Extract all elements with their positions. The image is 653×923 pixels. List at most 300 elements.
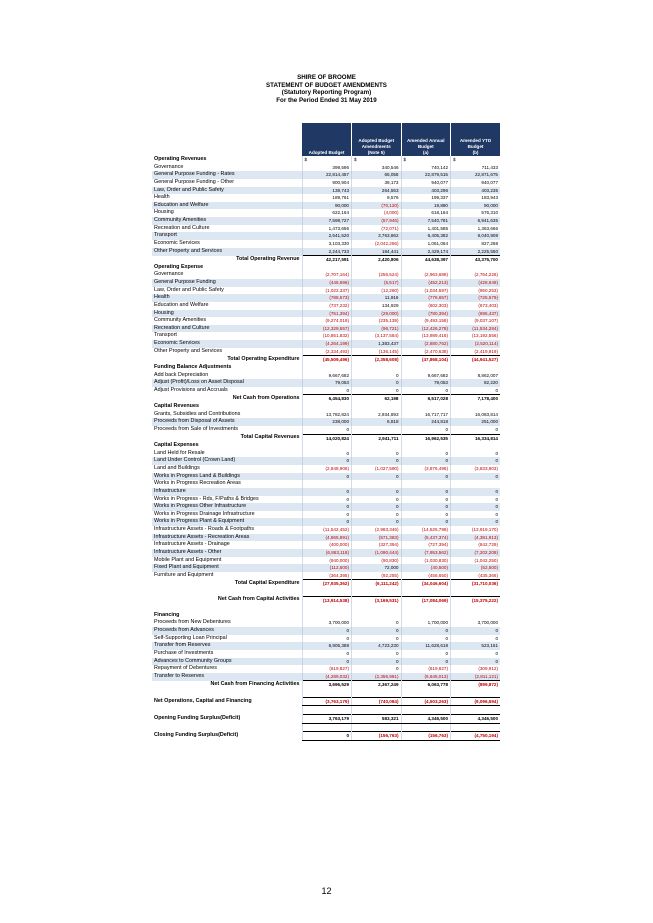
value-cell: 11,916 (352, 294, 402, 302)
table-row (152, 225, 500, 233)
value-cell: 1,401,585 (401, 225, 451, 233)
table-row (152, 650, 500, 658)
row-label: Works in Progress Recreation Areas (154, 480, 241, 487)
row-label: Furniture and Equipment (154, 572, 214, 578)
row-label: Health (154, 194, 170, 201)
value-cell: 9,576 (352, 194, 402, 202)
value-cell: (446,696) (302, 279, 352, 287)
value-cell: 0 (352, 503, 402, 511)
value-cell: 0 (401, 518, 451, 526)
value-cell: (1,042,250) (451, 557, 501, 565)
value-cell (401, 588, 451, 596)
value-cell (302, 442, 352, 450)
value-cell: (2,963,688) (401, 271, 451, 279)
table-row (152, 549, 500, 557)
value-cell: 3,696,529 (302, 681, 352, 689)
org-name: SHIRE OF BROOME (297, 74, 356, 81)
value-cell: 79,053 (401, 379, 451, 387)
value-cell: (13,914,538) (302, 596, 352, 604)
value-cell: 16,962,535 (401, 434, 451, 442)
value-cell: 583,321 (352, 714, 402, 723)
value-cell: 0 (352, 379, 402, 387)
value-cell: (4,289,032) (302, 673, 352, 681)
table-header-row (152, 123, 500, 156)
value-cell: 0 (302, 732, 352, 741)
table-row (152, 379, 500, 387)
value-cell: (4,865,991) (302, 534, 352, 542)
value-cell: 0 (401, 635, 451, 643)
row-label: Works in Progress - Rds, F/Paths & Bridges (154, 495, 259, 502)
value-cell: (235,139) (352, 317, 402, 325)
value-cell: (2,880,762) (401, 340, 451, 348)
value-cell: 3,700,000 (451, 619, 501, 627)
value-cell (451, 480, 501, 488)
row-label: Transport (152, 232, 302, 240)
row-label: Grants, Subsidies and Contributions (154, 410, 241, 417)
value-cell: 0 (352, 496, 402, 504)
value-cell (302, 480, 352, 488)
row-label: Capital Revenues (154, 403, 199, 409)
value-cell: 0 (302, 473, 352, 481)
row-label: Works in Progress Other Infrastructure (152, 503, 302, 511)
value-cell: 0 (451, 496, 501, 504)
value-cell: (27,935,362) (302, 580, 352, 588)
table-row (152, 232, 500, 240)
total-row (152, 356, 500, 364)
value-cell: 244,818 (401, 418, 451, 426)
spacer-row (152, 689, 500, 697)
row-label: Community Amenities (154, 317, 207, 324)
value-cell: $ (302, 156, 352, 164)
value-cell: (940,000) (302, 557, 352, 565)
row-label: Housing (154, 209, 174, 216)
value-cell: (7,202,208) (451, 549, 501, 557)
value-cell: (45,509,496) (302, 356, 352, 364)
value-cell: (842,729) (451, 541, 501, 549)
table-row (152, 372, 500, 380)
value-cell: (776,657) (401, 294, 451, 302)
value-cell: (52,500) (451, 564, 501, 572)
value-cell: 4,723,230 (352, 642, 402, 650)
table-row (152, 480, 500, 488)
table-row (152, 572, 500, 580)
value-cell: 0 (352, 650, 402, 658)
value-cell: (156,763) (352, 732, 402, 741)
value-cell: 0 (302, 457, 352, 465)
value-cell: 0 (401, 488, 451, 496)
value-cell: 0 (302, 635, 352, 643)
value-cell: (11,534,284) (451, 325, 501, 333)
value-cell: 340,546 (352, 164, 402, 172)
value-cell (401, 264, 451, 272)
row-label: Repayment of Debentures (154, 665, 217, 672)
table-row (152, 473, 500, 481)
row-label: Proceeds from New Debentures (154, 619, 231, 626)
value-cell: 618,164 (401, 209, 451, 217)
value-cell: (72,071) (352, 225, 402, 233)
value-cell: (40,500) (401, 564, 451, 572)
value-cell (451, 604, 501, 612)
value-cell (451, 706, 501, 715)
total-row (152, 596, 500, 604)
table-row (152, 518, 500, 526)
value-cell: (725,579) (451, 294, 501, 302)
table-row (152, 209, 500, 217)
row-label (152, 588, 302, 596)
table-row (152, 411, 500, 419)
value-cell: (740,084) (352, 697, 402, 706)
row-label: Recreation and Culture (152, 325, 302, 333)
value-cell: 65,058 (352, 171, 402, 179)
value-cell (401, 403, 451, 411)
value-cell: (727,394) (401, 541, 451, 549)
value-cell: 0 (401, 503, 451, 511)
value-cell: 16,083,814 (451, 411, 501, 419)
table-row (152, 534, 500, 542)
row-label: Net Operations, Capital and Financing (154, 697, 252, 704)
total-row (152, 732, 500, 741)
value-cell: (2,355,981) (352, 673, 402, 681)
value-cell: 43,375,700 (451, 256, 501, 264)
value-cell: 0 (352, 457, 402, 465)
value-cell: 0 (352, 619, 402, 627)
value-cell: 0 (401, 658, 451, 666)
value-cell: 9,667,682 (401, 372, 451, 380)
section-header-row (152, 156, 500, 164)
value-cell: (1,027,590) (352, 465, 402, 473)
row-label: Land Under Control (Crown Land) (152, 457, 302, 465)
row-label: Self-Supporting Loan Principal (154, 634, 227, 641)
value-cell (302, 604, 352, 612)
value-cell: 940,077 (401, 179, 451, 187)
value-cell (352, 706, 402, 715)
row-label: Law, Order and Public Safety (152, 187, 302, 195)
value-cell (451, 403, 501, 411)
row-label: Purchase of Investments (154, 649, 214, 656)
value-cell (352, 442, 402, 450)
value-cell: (9,493,158) (401, 317, 451, 325)
value-cell: 183,943 (451, 194, 501, 202)
table-row (152, 187, 500, 195)
table-row (152, 496, 500, 504)
row-label: Community Amenities (152, 217, 302, 225)
value-cell: 62,198 (352, 395, 402, 403)
row-label: Land and Buildings (154, 465, 200, 471)
column-header (352, 123, 402, 156)
row-label: Works in Progress Plant & Equipment (152, 518, 302, 526)
value-cell: 39,173 (352, 179, 402, 187)
value-cell: (11,542,452) (302, 526, 352, 534)
value-cell (352, 604, 402, 612)
value-cell: (6,111,242) (352, 580, 402, 588)
value-cell: 0 (302, 450, 352, 458)
row-label: Economic Services (152, 340, 302, 348)
value-cell: 22,814,457 (302, 171, 352, 179)
row-label: General Purpose Funding - Other (154, 178, 235, 185)
value-cell: 134,929 (352, 302, 402, 310)
value-cell: 7,540,781 (401, 217, 451, 225)
total-row (152, 256, 500, 264)
value-cell: 72,000 (352, 564, 402, 572)
value-cell: (2,520,114) (451, 340, 501, 348)
table-row (152, 302, 500, 310)
value-cell (401, 364, 451, 372)
column-header-line: Amended YTD (459, 138, 492, 143)
value-cell: (96,721) (352, 325, 402, 333)
value-cell (401, 689, 451, 697)
value-cell: (112,500) (302, 564, 352, 572)
section-header-row (152, 264, 500, 272)
value-cell: 2,429,174 (401, 248, 451, 256)
table-row (152, 202, 500, 210)
spacer-row (152, 723, 500, 732)
value-cell: 90,000 (451, 202, 501, 210)
column-header-line: (Note 5) (367, 150, 385, 155)
value-cell: (57,946) (352, 217, 402, 225)
table-row (152, 317, 500, 325)
value-cell: 0 (352, 658, 402, 666)
row-label: Closing Funding Surplus(Deficit) (154, 732, 239, 739)
row-label: Other Property and Services (154, 347, 223, 354)
value-cell: 0 (302, 627, 352, 635)
value-cell: 0 (451, 450, 501, 458)
value-cell: 0 (352, 387, 402, 395)
row-label: Net Cash from Operations (232, 395, 300, 402)
value-cell: 9,667,682 (302, 372, 352, 380)
row-label: Infrastructure Assets - Drainage (154, 541, 230, 548)
table-row (152, 217, 500, 225)
value-cell: 622,164 (302, 209, 352, 217)
spacer-row (152, 588, 500, 596)
value-cell: 0 (451, 387, 501, 395)
value-cell: 0 (401, 450, 451, 458)
value-cell: (4,264,199) (302, 340, 352, 348)
value-cell: 940,077 (451, 179, 501, 187)
table-row (152, 426, 500, 434)
report-title-block (0, 74, 653, 104)
table-row (152, 348, 500, 356)
spacer-row (152, 706, 500, 715)
column-header-line: Adopted Budget (308, 150, 345, 155)
budget-amendments-table (152, 123, 500, 741)
table-row (152, 635, 500, 643)
value-cell: 399,596 (302, 164, 352, 172)
section-header-row (152, 364, 500, 372)
value-cell: 0 (401, 473, 451, 481)
value-cell: 2,225,550 (451, 248, 501, 256)
value-cell (401, 480, 451, 488)
value-cell: (44,941,527) (451, 356, 501, 364)
row-label: Education and Welfare (154, 301, 209, 308)
value-cell: (780,394) (401, 310, 451, 318)
value-cell: 90,000 (302, 202, 352, 210)
row-label: Governance (154, 271, 184, 278)
value-cell (401, 706, 451, 715)
value-cell: 2,941,711 (352, 434, 402, 442)
value-cell: 0 (401, 511, 451, 519)
table-row (152, 240, 500, 248)
table-row (152, 332, 500, 340)
table-row (152, 658, 500, 666)
column-header-line: Amended Annual (406, 138, 445, 143)
value-cell: 0 (401, 496, 451, 504)
row-label: Total Capital Expenditure (234, 580, 300, 587)
row-label: Housing (152, 310, 302, 318)
value-cell: (2,334,493) (302, 348, 352, 356)
value-cell (451, 264, 501, 272)
table-row (152, 279, 500, 287)
value-cell: 1,473,656 (302, 225, 352, 233)
value-cell: 0 (352, 518, 402, 526)
value-cell: (2,470,638) (401, 348, 451, 356)
value-cell: 0 (352, 473, 402, 481)
value-cell (451, 689, 501, 697)
value-cell (302, 689, 352, 697)
column-header-line: Budget (417, 144, 434, 149)
column-header-line: Adopted Budget (358, 138, 395, 143)
value-cell: 11,628,618 (401, 642, 451, 650)
row-label: Infrastructure Assets - Recreation Areas (152, 534, 302, 542)
value-cell: 0 (401, 426, 451, 434)
report-title: STATEMENT OF BUDGET AMENDMENTS (266, 81, 387, 89)
value-cell: (14,525,798) (401, 526, 451, 534)
value-cell (352, 588, 402, 596)
value-cell: (6,863,118) (302, 549, 352, 557)
value-cell: (2,419,919) (451, 348, 501, 356)
value-cell: (4,750,194) (451, 732, 501, 741)
value-cell: 0 (451, 426, 501, 434)
value-cell: 0 (451, 473, 501, 481)
total-row (152, 697, 500, 706)
table-row (152, 418, 500, 426)
row-label: Fixed Plant and Equipment (152, 564, 302, 572)
value-cell: (619,827) (401, 665, 451, 673)
row-label: Infrastructure (152, 488, 302, 496)
value-cell: 44,638,397 (401, 256, 451, 264)
row-label: Education and Welfare (152, 202, 302, 210)
value-cell (302, 706, 352, 715)
value-cell (451, 588, 501, 596)
table-row (152, 503, 500, 511)
row-label: Infrastructure Assets - Roads & Footpaths (154, 526, 255, 532)
value-cell: 0 (352, 635, 402, 643)
value-cell: 0 (401, 627, 451, 635)
value-cell: (12,329,557) (302, 325, 352, 333)
table-row (152, 164, 500, 172)
value-cell: (751,394) (302, 310, 352, 318)
report-period: For the Period Ended 31 May 2019 (276, 96, 377, 104)
table-row (152, 465, 500, 473)
value-cell: 2,367,249 (352, 681, 402, 689)
value-cell: (29,000) (352, 310, 402, 318)
value-cell: (13,919,170) (451, 526, 501, 534)
row-label: Proceeds from Sale of Investments (154, 426, 238, 433)
row-label (152, 604, 302, 612)
value-cell (352, 480, 402, 488)
table-row (152, 557, 500, 565)
value-cell: 0 (451, 488, 501, 496)
value-cell: 4,346,500 (401, 714, 451, 723)
value-cell: 0 (352, 511, 402, 519)
value-cell: 3,763,862 (352, 232, 402, 240)
value-cell (302, 588, 352, 596)
total-row (152, 681, 500, 689)
value-cell (302, 612, 352, 620)
table-row (152, 457, 500, 465)
total-row (152, 395, 500, 403)
value-cell (352, 689, 402, 697)
value-cell: (13,989,416) (401, 332, 451, 340)
table-row (152, 619, 500, 627)
value-cell: 0 (352, 627, 402, 635)
row-label: Works in Progress Drainage Infrastructure (154, 510, 255, 517)
table-row (152, 171, 500, 179)
value-cell (401, 442, 451, 450)
value-cell: (788,573) (302, 294, 352, 302)
column-header-line: (a) (422, 150, 429, 155)
row-label: Transfer to Reserves (152, 673, 302, 681)
value-cell: 0 (451, 635, 501, 643)
row-label: Transport (154, 332, 177, 339)
value-cell: 6,405,382 (401, 232, 451, 240)
table-row (152, 179, 500, 187)
value-cell: (2,811,121) (451, 673, 501, 681)
row-label: Health (152, 294, 302, 302)
value-cell: 138,743 (302, 187, 352, 195)
value-cell (352, 426, 402, 434)
value-cell: (12,426,278) (401, 325, 451, 333)
value-cell: 900,904 (302, 179, 352, 187)
value-cell: 2,420,806 (352, 256, 402, 264)
value-cell: (3,169,531) (352, 596, 402, 604)
value-cell: 2,641,520 (302, 232, 352, 240)
value-cell (401, 612, 451, 620)
value-cell (352, 264, 402, 272)
table-row (152, 526, 500, 534)
value-cell (302, 364, 352, 372)
value-cell: (1,030,830) (401, 557, 451, 565)
value-cell: 0 (352, 665, 402, 673)
value-cell: 403,296 (401, 187, 451, 195)
table-row (152, 287, 500, 295)
spacer-row (152, 604, 500, 612)
table-row (152, 248, 500, 256)
value-cell: (156,763) (401, 732, 451, 741)
value-cell: (2,848,906) (302, 465, 352, 473)
value-cell (352, 723, 402, 732)
row-label: Economic Services (154, 239, 200, 246)
value-cell: $ (451, 156, 501, 164)
row-label: Proceeds from Disposal of Assets (152, 418, 302, 426)
row-label: Financing (154, 611, 180, 618)
value-cell: 0 (451, 518, 501, 526)
value-cell: $ (401, 156, 451, 164)
value-cell: (309,912) (451, 665, 501, 673)
value-cell (352, 403, 402, 411)
value-cell: 6,454,830 (302, 395, 352, 403)
value-cell: 0 (302, 426, 352, 434)
row-label: Capital Expenses (154, 442, 199, 449)
value-cell: (12,260) (352, 287, 402, 295)
value-cell: (5,437,374) (401, 534, 451, 542)
value-cell: 82,220 (451, 379, 501, 387)
value-cell: 0 (451, 650, 501, 658)
value-cell: (400,000) (302, 541, 352, 549)
row-label: Infrastructure Assets - Other (152, 549, 302, 557)
value-cell: 0 (302, 650, 352, 658)
total-row (152, 434, 500, 442)
value-cell: 0 (302, 488, 352, 496)
